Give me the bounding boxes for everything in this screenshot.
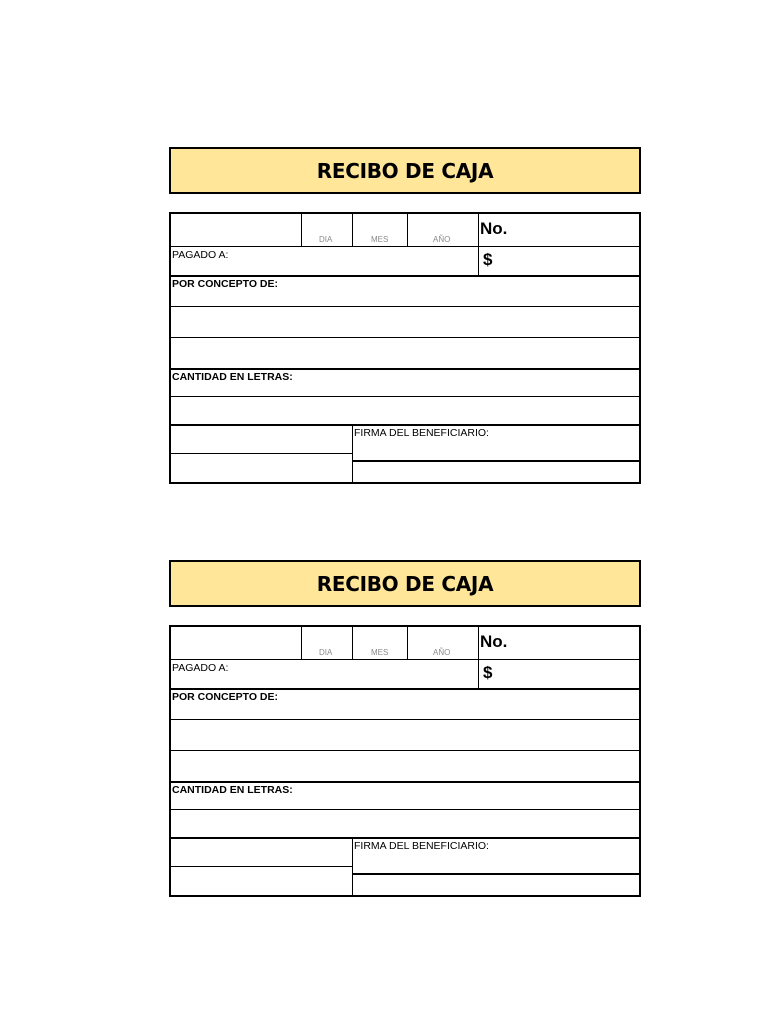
month-label: MES <box>371 648 389 657</box>
amount-in-words-label: CANTIDAD EN LETRAS: <box>172 784 293 796</box>
receipt-title: RECIBO DE CAJA <box>316 158 494 183</box>
concept-label: POR CONCEPTO DE: <box>172 278 278 290</box>
amount-field[interactable] <box>479 247 639 275</box>
receipt-title: RECIBO DE CAJA <box>316 571 494 596</box>
receipt-1 <box>169 147 641 439</box>
signature-label: FIRMA DEL BENEFICIARIO: <box>354 840 489 852</box>
receipt-form <box>169 625 641 897</box>
amount-in-words-label: CANTIDAD EN LETRAS: <box>172 371 293 383</box>
receipt-form <box>169 212 641 484</box>
dollar-sign-label: $ <box>483 663 493 682</box>
receipt-number-label: No. <box>480 219 508 238</box>
date-field[interactable] <box>171 214 301 246</box>
month-label: MES <box>371 235 389 244</box>
receipt-2 <box>169 560 641 852</box>
receipt-number-label: No. <box>480 632 508 651</box>
concept-field[interactable] <box>171 277 639 368</box>
receipt-title-bar <box>169 147 641 194</box>
concept-field[interactable] <box>171 690 639 781</box>
day-label: DIA <box>319 648 333 657</box>
paid-to-label: PAGADO A: <box>172 249 229 261</box>
signature-label: FIRMA DEL BENEFICIARIO: <box>354 427 489 439</box>
paid-to-label: PAGADO A: <box>172 662 229 674</box>
concept-label: POR CONCEPTO DE: <box>172 691 278 703</box>
year-label: AÑO <box>433 648 451 657</box>
amount-field[interactable] <box>479 660 639 688</box>
day-label: DIA <box>319 235 333 244</box>
dollar-sign-label: $ <box>483 250 493 269</box>
year-label: AÑO <box>433 235 451 244</box>
receipt-title-bar <box>169 560 641 607</box>
date-field[interactable] <box>171 627 301 659</box>
